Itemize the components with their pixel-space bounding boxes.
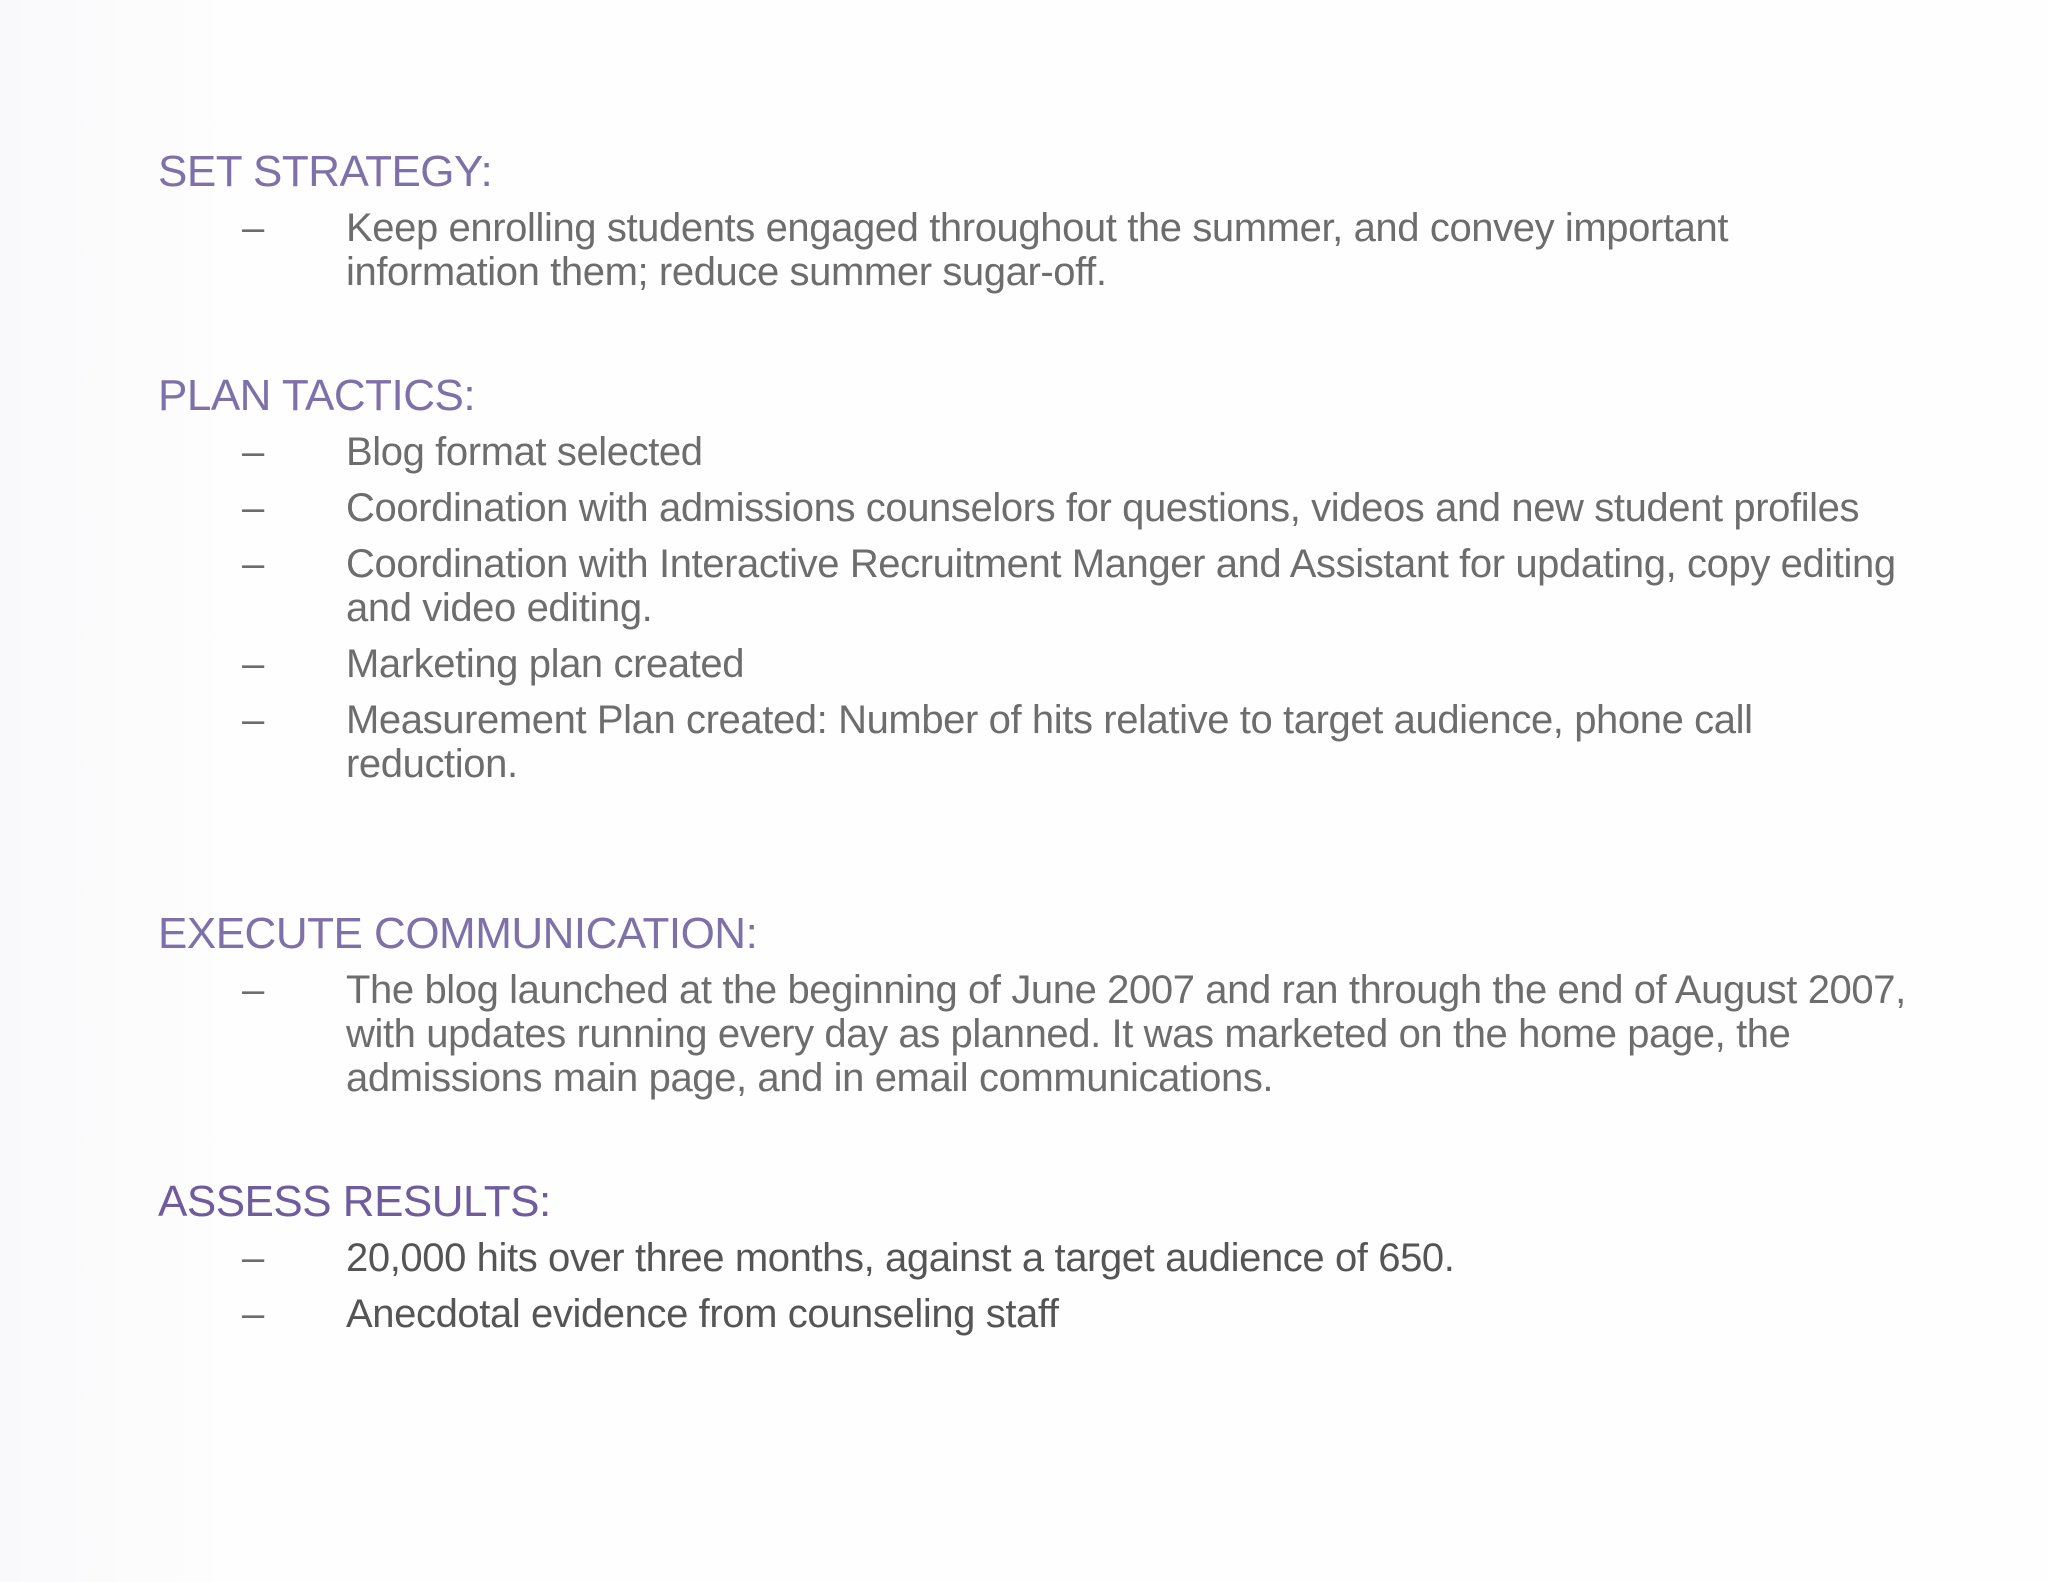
list-item bbox=[158, 542, 1918, 630]
section-execute-communication bbox=[158, 908, 1918, 1112]
dash-bullet-icon: – bbox=[242, 642, 264, 686]
dash-bullet-icon: – bbox=[242, 698, 264, 742]
section-heading: ASSESS RESULTS: bbox=[158, 1177, 551, 1226]
bullet-list bbox=[158, 1236, 1918, 1336]
item-text: The blog launched at the beginning of June 2007 and ran through the end of August 2007, with updates running every day as planned. It was marketed on the home page, the admissions main page, and in email communications. bbox=[346, 968, 1906, 1100]
list-item bbox=[158, 206, 1918, 294]
dash-bullet-icon: – bbox=[242, 486, 264, 530]
dash-bullet-icon: – bbox=[242, 542, 264, 586]
dash-bullet-icon: – bbox=[242, 1236, 264, 1280]
item-text: Coordination with admissions counselors for questions, videos and new student profiles bbox=[346, 486, 1860, 530]
list-item bbox=[158, 486, 1918, 530]
section-heading: PLAN TACTICS: bbox=[158, 371, 476, 420]
item-text: Measurement Plan created: Number of hits relative to target audience, phone call reduction. bbox=[346, 698, 1753, 786]
bullet-list bbox=[158, 430, 1918, 786]
bullet-list bbox=[158, 206, 1918, 294]
list-item bbox=[158, 430, 1918, 474]
list-item bbox=[158, 1292, 1918, 1336]
item-text: Blog format selected bbox=[346, 430, 703, 474]
section-assess-results bbox=[158, 1176, 1918, 1348]
list-item bbox=[158, 642, 1918, 686]
item-text: 20,000 hits over three months, against a target audience of 650. bbox=[346, 1236, 1455, 1280]
list-item bbox=[158, 968, 1918, 1100]
dash-bullet-icon: – bbox=[242, 968, 264, 1012]
section-set-strategy bbox=[158, 146, 1918, 306]
bullet-list bbox=[158, 968, 1918, 1100]
item-text: Keep enrolling students engaged throughout the summer, and convey important information them; reduce summer sugar-off. bbox=[346, 206, 1729, 294]
dash-bullet-icon: – bbox=[242, 1292, 264, 1336]
item-text: Anecdotal evidence from counseling staff bbox=[346, 1292, 1059, 1336]
item-text: Coordination with Interactive Recruitment Manger and Assistant for updating, copy editing and video editing. bbox=[346, 542, 1896, 630]
section-plan-tactics bbox=[158, 370, 1918, 798]
section-heading: SET STRATEGY: bbox=[158, 147, 493, 196]
section-heading: EXECUTE COMMUNICATION: bbox=[158, 909, 758, 958]
list-item bbox=[158, 698, 1918, 786]
list-item bbox=[158, 1236, 1918, 1280]
item-text: Marketing plan created bbox=[346, 642, 745, 686]
dash-bullet-icon: – bbox=[242, 430, 264, 474]
dash-bullet-icon: – bbox=[242, 206, 264, 250]
